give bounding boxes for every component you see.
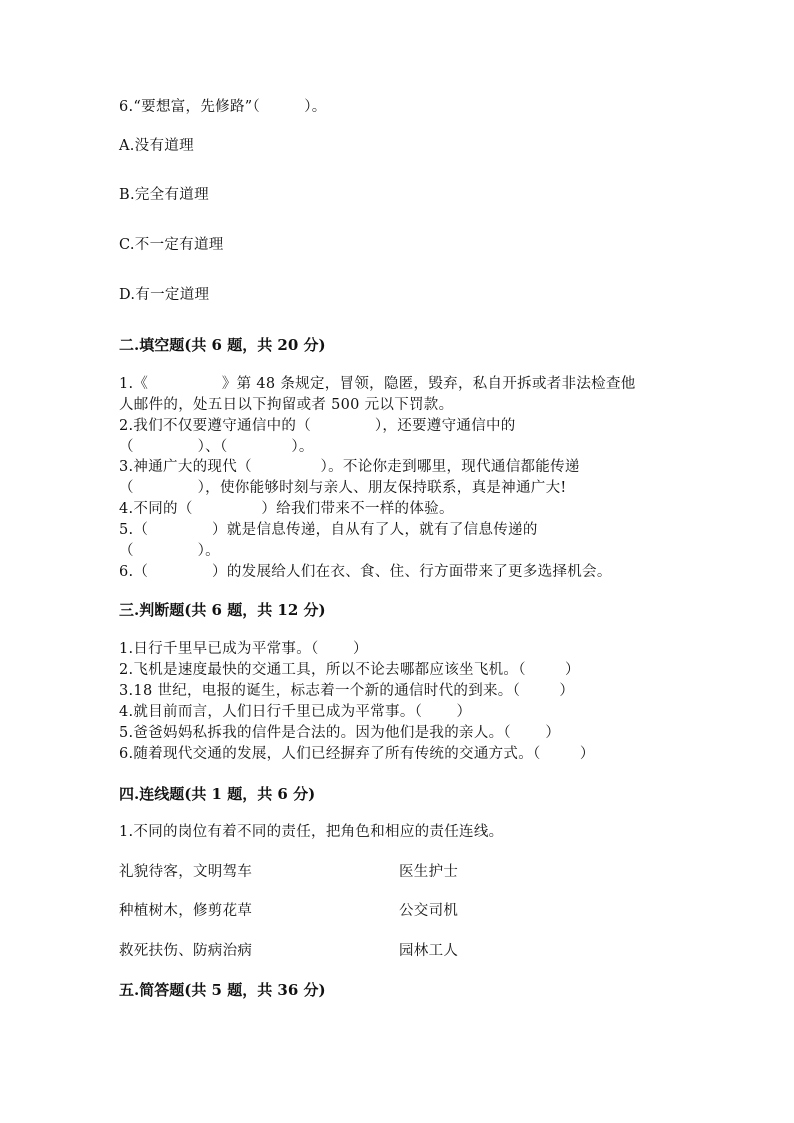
section5-heading: 五.简答题(共 5 题，共 36 分) bbox=[119, 981, 326, 999]
judge-line: 1.日行千里早已成为平常事。（ ） bbox=[119, 641, 368, 657]
fill-line: （ ）。 bbox=[119, 543, 220, 559]
fill-line: 5.（ ）就是信息传递，自从有了人，就有了信息传递的 bbox=[119, 522, 538, 538]
judge-line: 4.就目前而言，人们日行千里已成为平常事。（ ） bbox=[119, 704, 472, 720]
judge-line: 3.18 世纪，电报的诞生，标志着一个新的通信时代的到来。（ ） bbox=[119, 683, 575, 699]
section2-heading: 二.填空题(共 6 题，共 20 分) bbox=[119, 336, 326, 354]
match-right-item: 医生护士 bbox=[399, 864, 459, 880]
match-left-item: 礼貌待客，文明驾车 bbox=[119, 864, 253, 880]
fill-line: 人邮件的，处五日以下拘留或者 500 元以下罚款。 bbox=[119, 397, 454, 413]
fill-line: （ ）、（ ）。 bbox=[119, 439, 314, 455]
section3-heading: 三.判断题(共 6 题，共 12 分) bbox=[119, 601, 326, 619]
q6-option-a: A.没有道理 bbox=[119, 138, 194, 154]
judge-line: 6.随着现代交通的发展，人们已经摒弃了所有传统的交通方式。（ ） bbox=[119, 746, 595, 762]
fill-line: 6.（ ）的发展给人们在衣、食、住、行方面带来了更多选择机会。 bbox=[119, 564, 612, 580]
fill-line: 1.《 》第 48 条规定，冒领，隐匿，毁弃，私自开拆或者非法检查他 bbox=[119, 376, 636, 392]
q6-option-c: C.不一定有道理 bbox=[119, 237, 224, 253]
match-left-item: 种植树木，修剪花草 bbox=[119, 903, 253, 919]
q6-option-d: D.有一定道理 bbox=[119, 287, 210, 303]
match-left-item: 救死扶伤、防病治病 bbox=[119, 943, 253, 959]
fill-line: 3.神通广大的现代（ ）。不论你走到哪里，现代通信都能传递 bbox=[119, 459, 580, 475]
match-right-item: 园林工人 bbox=[399, 943, 459, 959]
q6-question: 6.“要想富，先修路”（ ）。 bbox=[119, 99, 327, 115]
fill-line: （ ），使你能够时刻与亲人、朋友保持联系，真是神通广大! bbox=[119, 480, 567, 496]
judge-line: 5.爸爸妈妈私拆我的信件是合法的。因为他们是我的亲人。（ ） bbox=[119, 725, 561, 741]
judge-line: 2.飞机是速度最快的交通工具，所以不论去哪都应该坐飞机。（ ） bbox=[119, 662, 580, 678]
q6-option-b: B.完全有道理 bbox=[119, 187, 209, 203]
match-right-item: 公交司机 bbox=[399, 903, 459, 919]
fill-line: 4.不同的（ ）给我们带来不一样的体验。 bbox=[119, 501, 454, 517]
match-question: 1.不同的岗位有着不同的责任，把角色和相应的责任连线。 bbox=[119, 824, 504, 840]
fill-line: 2.我们不仅要遵守通信中的（ ），还要遵守通信中的 bbox=[119, 418, 516, 434]
section4-heading: 四.连线题(共 1 题，共 6 分) bbox=[119, 785, 316, 803]
